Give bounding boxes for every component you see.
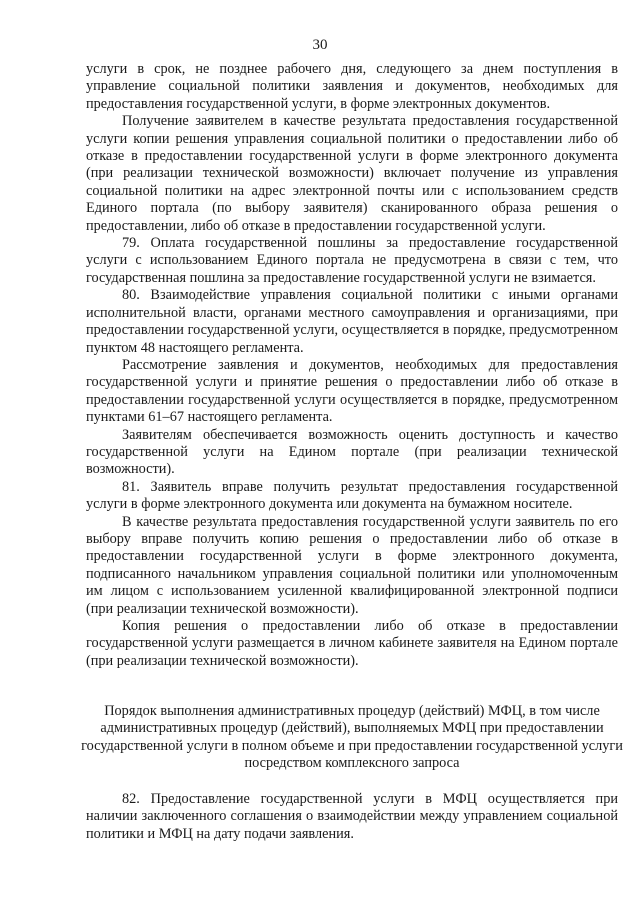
paragraph: Рассмотрение заявления и документов, необходимых для предоставления государственной услуги и принятие решения о предоставлении либо об отказе в предоставлении государственной услуги осуществляется в порядке, предусмотренном пунктами 61–67 настоящего регламента. <box>86 356 618 426</box>
paragraph-81: 81. Заявитель вправе получить результат предоставления государственной услуги в форме электронного документа или документа на бумажном носителе. <box>86 478 618 513</box>
paragraph: Получение заявителем в качестве результата предоставления государственной услуги копии решения управления социальной политики о предоставлении либо об отказе в предоставлении государственной услуги в форме электронного документа (при реализации технической возможности) включает получение из управления социальной политики на адрес электронной почты или с использованием средств Единого портала (по выбору заявителя) сканированного образа решения о предоставлении, либо об отказе в предоставлении государственной услуги. <box>86 113 618 234</box>
paragraph: В качестве результата предоставления государственной услуги заявитель по его выбору вправе получить копию решения о предоставлении либо об отказе в предоставлении государственной услуги в форме электронного документа, подписанного начальником управления социальной политики или уполномоченным им лицом с использованием усиленной квалифицированной электронной подписи (при реализации технической возможности). <box>86 513 618 617</box>
paragraph: Заявителям обеспечивается возможность оценить доступность и качество государственной услуги на Едином портале (при реализации технической возможности). <box>86 426 618 478</box>
paragraph-82: 82. Предоставление государственной услуги в МФЦ осуществляется при наличии заключенного соглашения о взаимодействии между управлением социальной политики и МФЦ на дату подачи заявления. <box>86 791 618 842</box>
paragraph-79: 79. Оплата государственной пошлины за предоставление государственной услуги с использованием Единого портала не предусмотрена в связи с тем, что государственная пошлина за предоставление государственной услуги не взимается. <box>86 235 618 286</box>
document-body <box>86 61 618 670</box>
page-number: 30 <box>312 37 328 53</box>
paragraph-80: 80. Взаимодействие управления социальной политики с иными органами исполнительной власти, органами местного самоуправления и организациями, при предоставлении государственной услуги, осуществляется в порядке, предусмотренном пунктом 48 настоящего регламента. <box>86 287 618 356</box>
document-tail <box>86 791 618 843</box>
section-heading: Порядок выполнения административных процедур (действий) МФЦ, в том числе административных процедур (действий), выполняемых МФЦ при предоставлении государственной услуги в полном объеме и при предоставлении государственной услуги посредством комплексного запроса <box>81 703 623 772</box>
paragraph: Копия решения о предоставлении либо об отказе в предоставлении государственной услуги размещается в личном кабинете заявителя на Едином портале (при реализации технической возможности). <box>86 618 618 669</box>
paragraph: услуги в срок, не позднее рабочего дня, следующего за днем поступления в управление социальной политики заявления и документов, необходимых для предоставления государственной услуги, в форме электронных документов. <box>86 61 618 112</box>
